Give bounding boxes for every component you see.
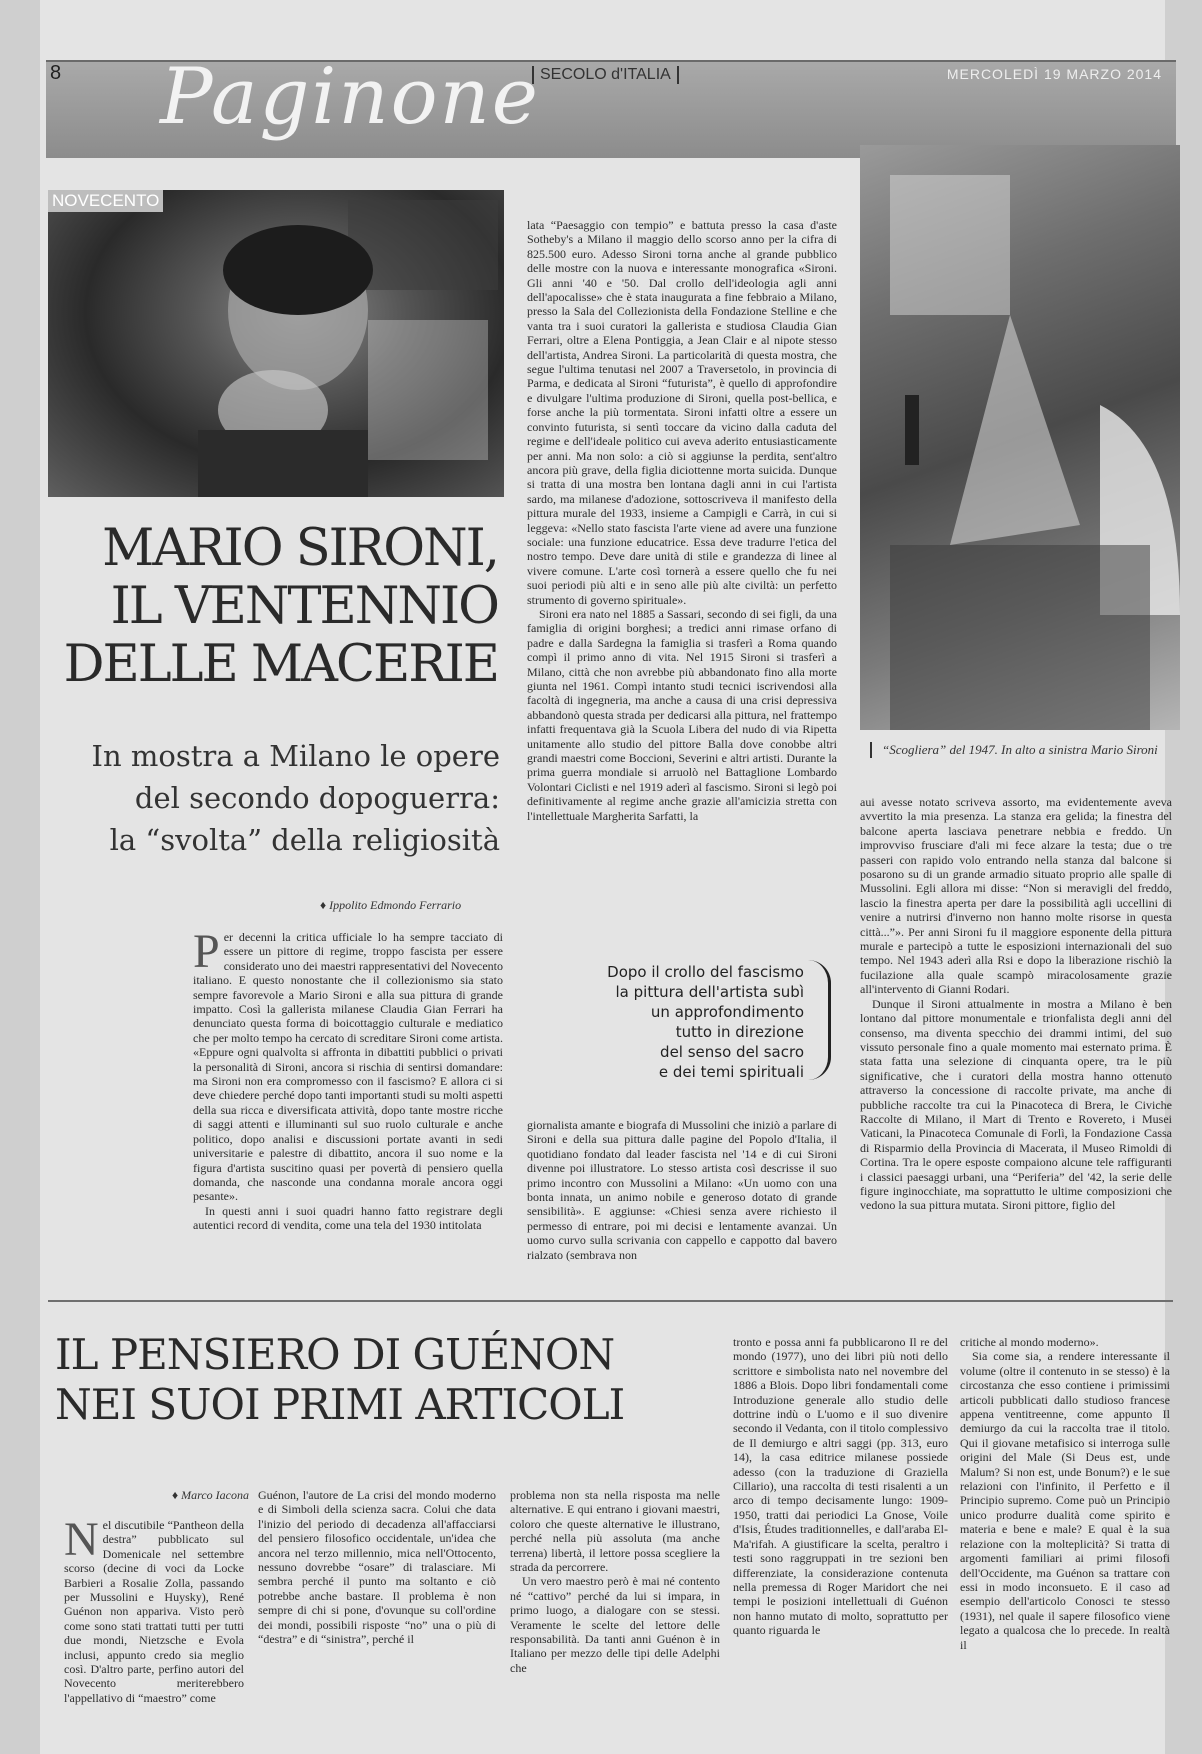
column-text: problema non sta nella risposta ma nelle alternative. E qui entrano i giovani maestri, coloro che queste alternative le illustrano, perché nella più assoluta (ma anche terrena) libertà, il lettore possa scegliere la strada da percorrere. xyxy=(510,1488,720,1575)
column-text: el discutibile “Pantheon della destra” pubblicato sul Domenicale nel settembre scorso (decine di voci da Locke Barbieri a Rosalie Zolla, passando per Mussolini e Huysky), René Guénon non appariva. Visto però come sono stati trattati tutti per tutti due mondi, Nietzsche e Evola inclusi, appunto credo sia meglio così. D'altro parte, perfino autori del Novecento meriterebbero l'appellativo di “maestro” come xyxy=(64,1518,244,1705)
pull-quote-line: tutto in direzione xyxy=(675,1023,804,1041)
column-text: aui avesse notato scriveva assorto, ma evidentemente aveva avvertito la mia presenza. La stanza era gelida; la finestra del balcone aperta lasciava penetrare nebbia e freddo. Un improvviso frusciare d'ali mi fece alzare la testa; due o tre passeri con rapido volo entrando nella stanza dal balcone si posarono su di un grande armadio situato proprio alle spalle di Mussolini. Egli allora mi disse: “Non si meravigli del freddo, lascio la finestra aperta per dare la possibilità agli uccellini di venire a nutrirsi d'inverno non hanno molte risorse in questa città...”». Per anni Sironi fu il maggiore esponente della pittura murale e partecipò a tutte le esposizioni internazionali del suo tempo. Nel 1943 aderì alla Rsi e dopo la liberazione rischiò la fucilazione alla quale scampò miracolosamente grazie all'intervento di Gianni Rodari. xyxy=(860,795,1172,997)
headline-line: IL PENSIERO DI GUÉNON xyxy=(55,1330,615,1379)
headline-line: MARIO SIRONI, xyxy=(102,519,498,578)
article-column xyxy=(860,795,1172,1273)
section-title: Paginone xyxy=(160,52,540,142)
pull-quote xyxy=(580,962,804,1082)
subtitle-line: la “svolta” della religiosità xyxy=(109,823,500,857)
article-column xyxy=(64,1518,244,1750)
section-divider xyxy=(48,1300,1173,1302)
pull-quote-line: un approfondimento xyxy=(650,1003,804,1021)
column-text: In questi anni i suoi quadri hanno fatto registrare degli autentici record di vendita, come una tela del 1930 intitolata xyxy=(193,1203,503,1233)
headline-line: NEI SUOI PRIMI ARTICOLI xyxy=(55,1380,625,1429)
article-column xyxy=(527,218,837,930)
article-byline: ♦ Marco Iacona xyxy=(172,1488,249,1502)
kicker-label: NOVECENTO xyxy=(48,190,163,212)
portrait-illustration xyxy=(48,190,504,497)
article-byline: ♦ Ippolito Edmondo Ferrario xyxy=(320,898,462,912)
article-column xyxy=(960,1335,1170,1750)
article-headline xyxy=(55,1330,735,1430)
article-subtitle xyxy=(48,735,500,861)
painting-photo xyxy=(860,145,1180,730)
drop-cap: P xyxy=(193,930,220,978)
column-text: Guénon, l'autore de La crisi del mondo moderno e di Simboli della scienza sacra. Colui che data l'inizio del periodo di decadenza all'affacciarsi del pensiero filosofico occidentale, un'idea che ancora nel terzo millennio, mica nell'Ottocento, nessuno dovrebbe “osare” di tralasciare. Mi sembra perché il punto ma soltanto e ciò potrebbe anche bastare. Il problema è non sempre di chi si pone, d'ovunque su coll'ordine dei mondi, possibili risposte “no” una o più di “destra” e di “sinistra”, perché il xyxy=(258,1488,496,1647)
pull-quote-line: e dei temi spirituali xyxy=(658,1063,804,1081)
article-column xyxy=(527,1118,837,1270)
issue-date: MERCOLEDÌ 19 MARZO 2014 xyxy=(946,66,1162,82)
headline-line: DELLE MACERIE xyxy=(63,635,498,694)
column-text: Sironi era nato nel 1885 a Sassari, secondo di sei figli, da una famiglia di origini borghesi; a tredici anni rimase orfano di padre e dalla Sardegna la famiglia si trasferì a Roma quando compì il primo anno di vita. Nel 1915 Sironi si trasferì a Milano, città che non avrebbe più abbandonato fino alla morte giunta nel 1961. Compì intanto studi tecnici iscrivendosi alla facoltà di ingegneria, ma anche a causa di una crisi depressiva abbandonò questa strada per dedicarsi alla pittura, nel frattempo infatti frequentava già la Scuola Libera del nudo di via Ripetta unitamente allo studio del pittore Balla dove conobbe altri grandi maestri come Boccioni, Severini e altri artisti. Durante la prima guerra mondiale si arruolò nel Battaglione Lombardo Volontari Ciclisti e nel 1919 aderì al fascismo. Sironi si legò poi definitivamente al regime anche grazie all'amicizia stretta con l'intellettuale Margherita Sarfatti, la xyxy=(527,606,837,823)
drop-cap: N xyxy=(64,1518,99,1566)
column-text: Dunque il Sironi attualmente in mostra a Milano è ben lontano dal pittore monumentale e trionfalista degli anni del consenso, ma diventa specchio dei drammi intimi, del suo vissuto personale fino a quale momento mai esternato prima. È stata fatta una selezione di cinquanta opere, tra le più significative, che i curatori della mostra hanno ottenuto attraverso la concessione di raccolte private, ma anche di pubbliche raccolte tra cui la Pinacoteca di Brera, le Civiche Raccolte di Milano, il Mart di Trento e Rovereto, i Musei Vaticani, la Pinacoteca Comunale di Forlì, la Fondazione Cassa di Risparmio della Provincia di Macerata, il Museo Rimoldi di Cortina. Tra le opere esposte compaiono alcune tele raffiguranti i classici paesaggi urbani, una “Periferia” del '42, la serie delle figure inginocchiate, ma soprattutto le ultime composizioni che vedono la sua pittura mutata. Sironi pittore, figlio del xyxy=(860,996,1172,1213)
pull-quote-bracket xyxy=(808,960,831,1080)
painting-illustration xyxy=(860,145,1180,730)
column-text: lata “Paesaggio con tempio” e battuta presso la casa d'aste Sotheby's a Milano il maggio dello scorso anno per la cifra di 825.500 euro. Adesso Sironi torna anche al grande pubblico delle mostre con la nuova e interessante monografica «Sironi. Gli anni '40 e '50. Dal crollo dell'ideologia agli anni dell'apocalisse» che è stata inaugurata a fine febbraio a Milano, presso la Sala del Collezionista della Fondazione Stelline e che vanta tra i suoi curatori la gallerista e studiosa Claudia Gian Ferrari, oltre a Elena Pontiggia, a Jean Clair e al nipote stesso dell'artista, Andrea Sironi. La particolarità di questa mostra, che segue l'ultima tenutasi nel 2007 a Traversetolo, in provincia di Parma, e dedicata al Sironi “futurista”, è quello di approfondire e divulgare l'ultima produzione di Sironi, quella post-bellica, e forse anche la più tormentata. Sironi infatti oltre a essere un convinto futurista, si sentì toccare da vicino dalla caduta del regime e dell'ideale politico cui aveva aderito entusiasticamente per anni. Ma non solo: a ciò si aggiunse la perdita, sent'altro ancora più grave, della figlia diciottenne morta suicida. Dunque si tratta di una mostra ben lontana dagli anni in cui l'artista sardo, ma milanese d'adozione, sottoscriveva il manifesto della pittura murale del 1933, insieme a Campigli e Carrà, in cui si leggeva: «Nello stato fascista l'arte viene ad avere una funzione sociale: una funzione educatrice. Essa deve tradurre l'etica del nostro tempo. Deve dare unità di stile e grandezza di linee al vivere comune. L'arte così tornerà a essere quello che fu nei suoi periodi più alti e in seno alle più alte civiltà: un perfetto strumento di governo spirituale». xyxy=(527,218,837,607)
column-text: giornalista amante e biografa di Mussolini che iniziò a parlare di Sironi e della sua pittura dalle pagine del Popolo d'Italia, il quotidiano fondato dal leader fascista nel '14 e di cui Sironi divenne poi illustratore. Lo stesso artista così descrisse il suo primo incontro con Mussolini a Milano: «Un uomo con una bonta innata, un animo nobile e generoso dotato di grande sensibilità». E aggiunse: «Chiesi senza avere richiesto il permesso di entrare, poi mi decisi e lentamente avanzai. Un uomo curvo sulla scrivania con cappello e cappotto dal bavero rialzato (sembrava non xyxy=(527,1118,837,1262)
column-text: Sia come sia, a rendere interessante il volume (oltre il contenuto in se stesso) è la circostanza che esso contiene i primissimi articoli pubblicati dallo studioso francese appena ventitreenne, come appunto Il demiurgo da cui la raccolta trae il titolo. Qui il giovane metafisico si interroga sulle origini del Male (Si Deus est, unde Malum? Si non est, unde Bonum?) e le sue relazioni con l'infinito, il Perfetto e il Principio supremo. Come può un Principio unico produrre dualità come spirito e materia e bene e male? E qual è la sua relazione con la molteplicità? Si tratta di argomenti familiari ai primi filosofi dell'Occidente, ma Guénon sa trattare con essi in modo inconsueto. E il caso ad esempio dell'articolo Conosci te stesso (1931), nel quale il sapere filosofico viene legato a qualcosa che lo precede. In realtà il xyxy=(960,1349,1170,1652)
pull-quote-line: Dopo il crollo del fascismo xyxy=(607,963,804,981)
page-number: 8 xyxy=(50,62,62,84)
column-text: er decenni la critica ufficiale lo ha sempre tacciato di essere un pittore di regime, troppo fascista per essere considerato uno dei maestri rappresentativi del Novecento italiano. E questo nonostante che il collezionismo sia stato sempre favorevole a Mario Sironi e alla sua pittura di grande impatto. Così la gallerista milanese Claudia Gian Ferrari ha denunciato questa forma di boicottaggio culturale e mediatico che per molto tempo ha cercato di screditare Sironi come artista. «Eppure ogni qualvolta si affronta in dibattiti pubblici o privati la personalità di Sironi, ancora si rischia di sentirsi domandare: ma Sironi non era compromesso con il fascismo? E allora ci si deve chiedere perché dopo tanti importanti studi su molti aspetti della sua ricca e diversificata attività, dopo tante mostre ricche di saggi attenti e illuminanti sul suo ruolo culturale e anche politico, dopo analisi e discussioni portate avanti in sedi universitarie e palestre di dibattito, ancora il suo nome e la figura d'artista suscitino quasi per povertà di pensiero quella domanda, che nasconde una condanna morale ancora oggi pesante». xyxy=(193,930,503,1204)
paper-name: SECOLO d'ITALIA xyxy=(532,66,679,84)
pull-quote-line: del senso del sacro xyxy=(660,1043,804,1061)
article-column xyxy=(733,1335,948,1750)
column-text: critiche al mondo moderno». xyxy=(960,1335,1099,1349)
pull-quote-line: la pittura dell'artista subì xyxy=(615,983,804,1001)
article-column xyxy=(510,1488,720,1750)
article-column xyxy=(258,1488,496,1750)
article-headline xyxy=(48,520,498,694)
portrait-photo xyxy=(48,190,504,497)
photo-caption: “Scogliera” del 1947. In alto a sinistra Mario Sironi xyxy=(870,742,1158,758)
article-column xyxy=(193,930,503,1265)
headline-line: IL VENTENNIO xyxy=(110,577,498,636)
column-text: Un vero maestro però è mai né contento né “cattivo” perché da lui si impara, in primo luogo, a dialogare con se stessi. Veramente le scelte del lettore delle responsabilità. Da tanti anni Guénon è in Italiano per mezzo delle tipi delle Adelphi che xyxy=(510,1574,720,1675)
subtitle-line: del secondo dopoguerra: xyxy=(134,781,500,815)
column-text: tronto e possa anni fa pubblicarono Il re del mondo (1977), uno dei libri più noti dello scrittore e simbolista nato nel novembre del 1886 a Blois. Dopo libri fondamentali come Introduzione generale allo studio delle dottrine indù o L'uomo e il suo divenire secondo il Vedanta, con il titolo complessivo de Il demiurgo e altri saggi (pp. 313, euro 14), la casa editrice milanese possiede adesso (con la traduzione di Graziella Cillario), una raccolta di testi risalenti a un arco di tempo decisamente lungo: 1909-1950, tratti dai periodici La Gnose, Voile d'Isis, Études traditionnelles, e dall'araba El-Ma'rifah. A giustificare la scelta, peraltro i testi sono raggruppati in tre sezioni ben differenziate, la considerazione contenuta nella premessa di Roger Maridort che nei tempi le posizioni intellettuali di Guénon non hanno mutato di molto, soprattutto per quanto riguarda le xyxy=(733,1335,948,1638)
subtitle-line: In mostra a Milano le opere xyxy=(91,739,500,773)
